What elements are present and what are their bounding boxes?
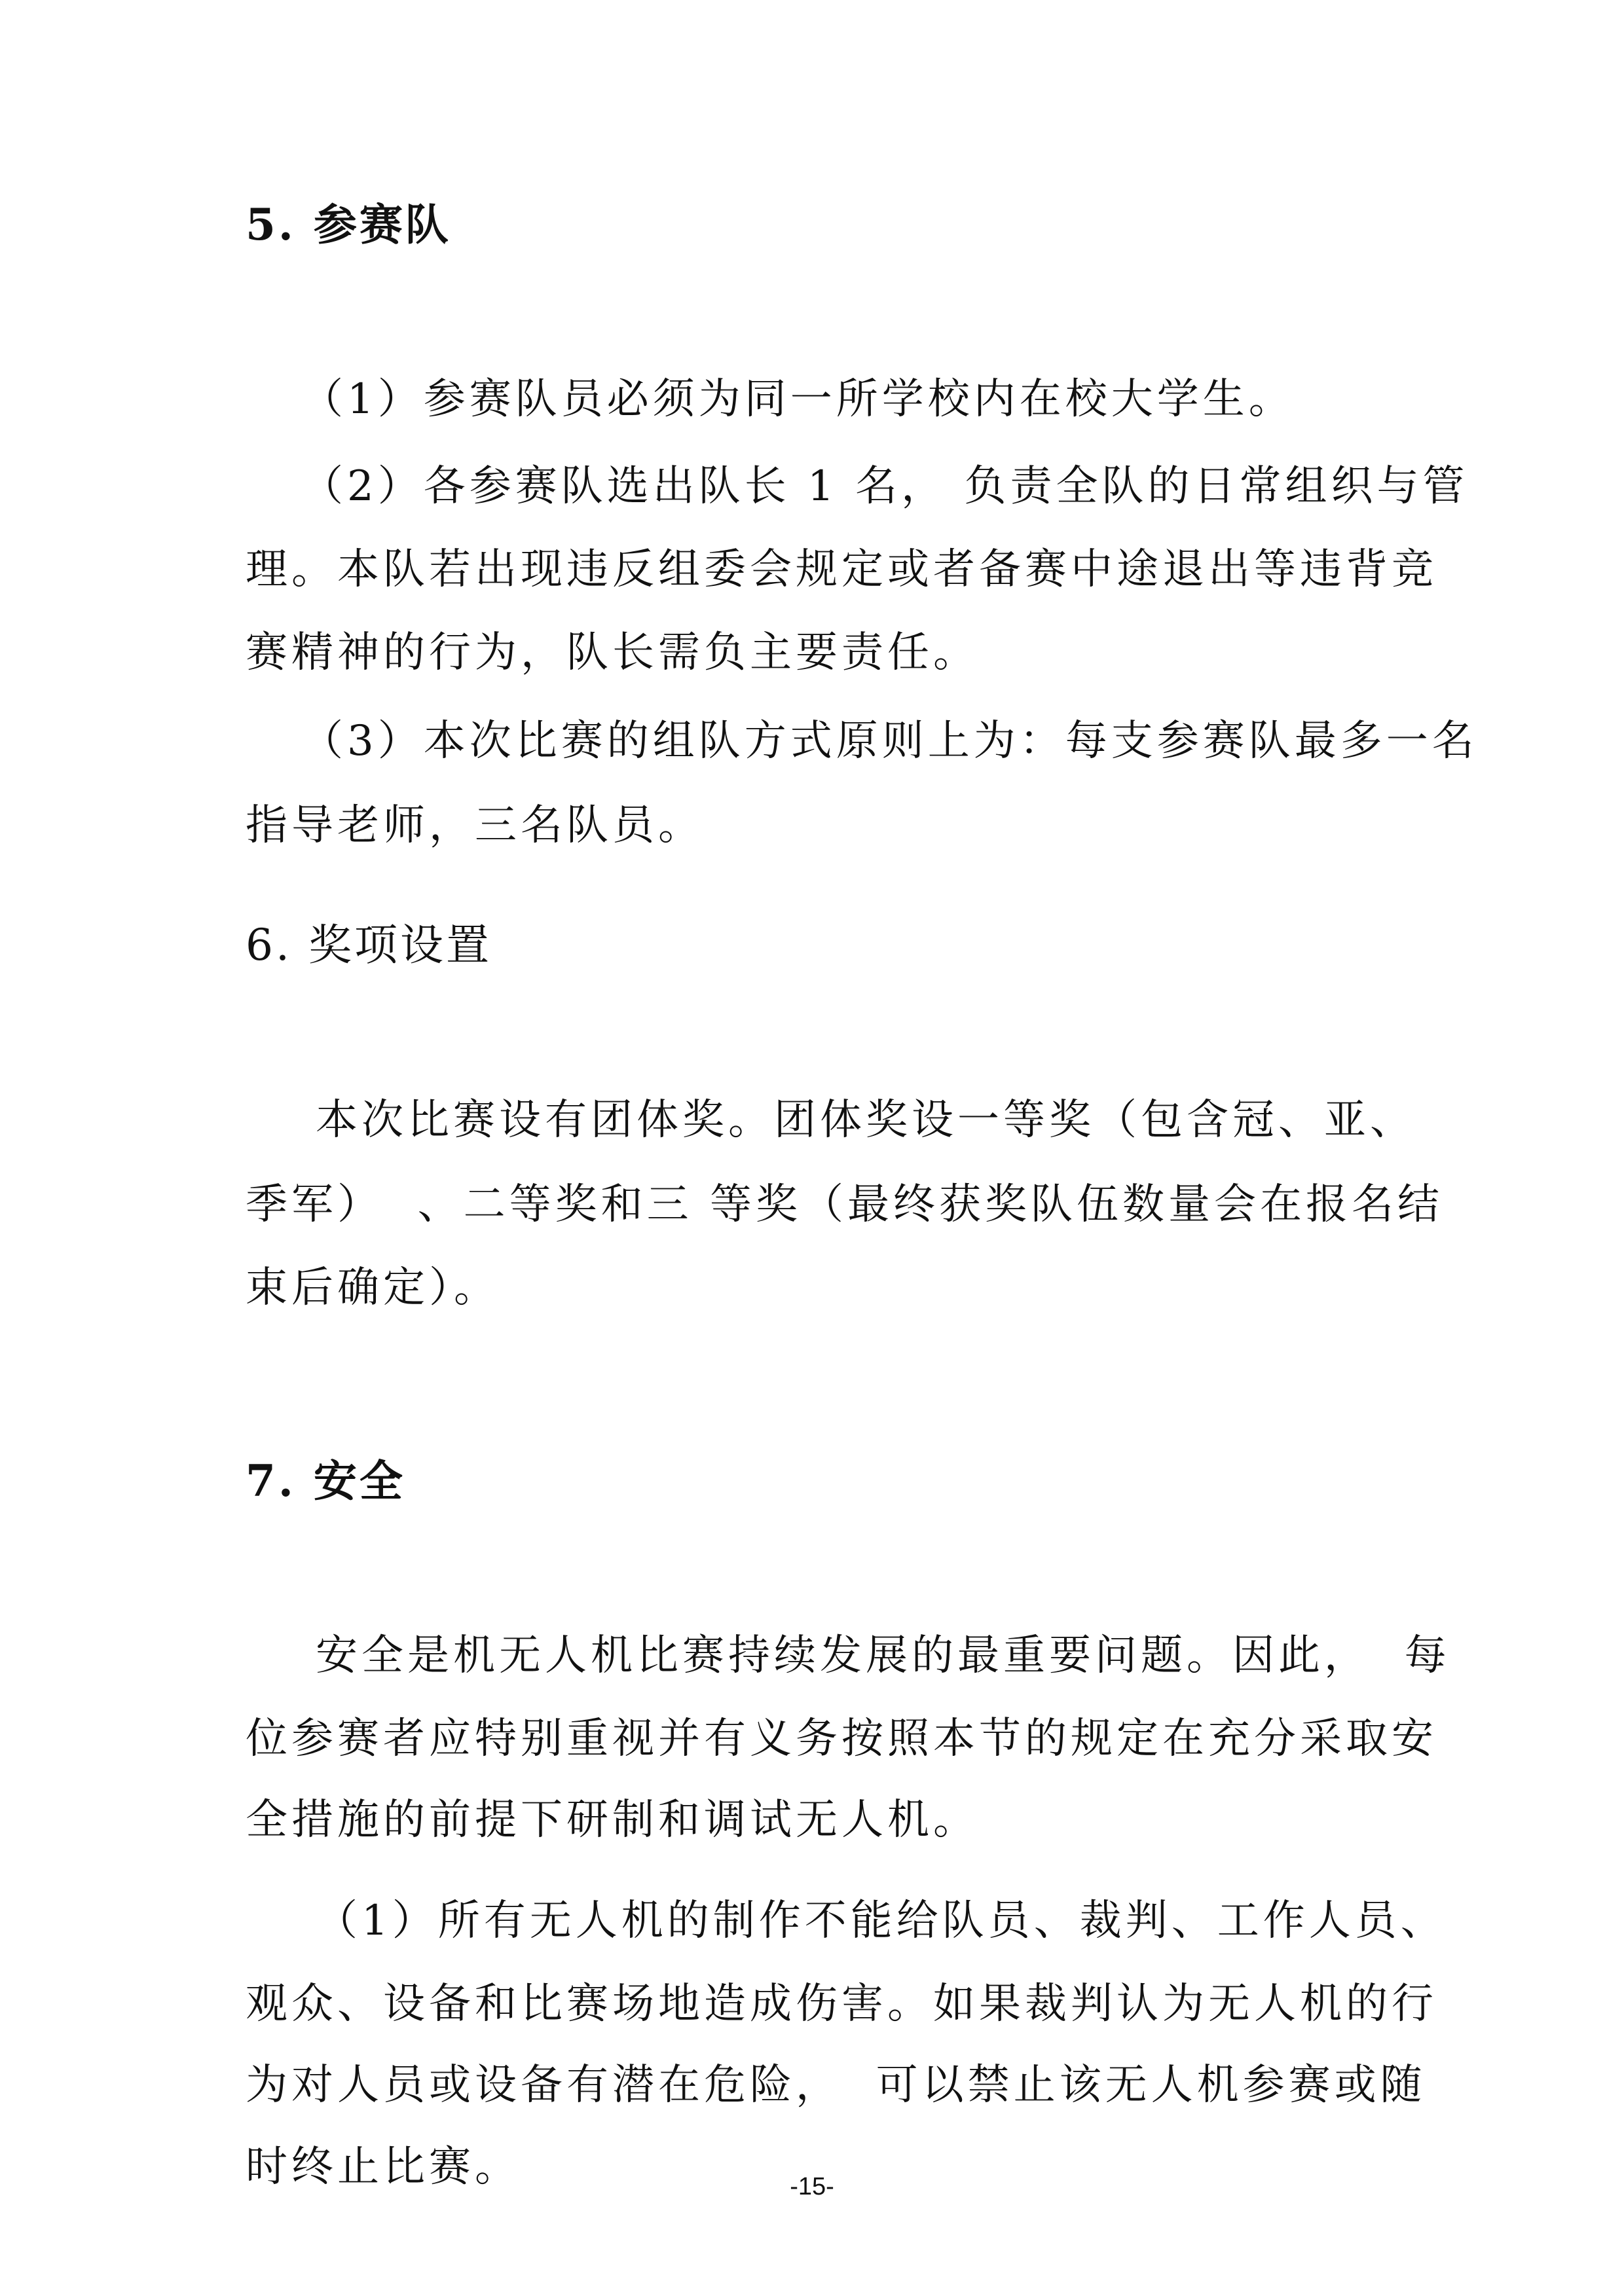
paragraph-line: 安全是机无人机比赛持续发展的最重要问题。因此， 每 <box>316 1631 1450 1680</box>
section-heading-awards: 6. 奖项设置 <box>246 920 492 970</box>
section-heading-team: 5. 参赛队 <box>246 199 451 250</box>
paragraph-line: 季军） 、二等奖和三 等奖（最终获奖队伍数量会在报名结 <box>246 1180 1444 1229</box>
paragraph-line: 时终止比赛。 <box>246 2143 521 2191</box>
paragraph-line: 为对人员或设备有潜在危险， 可以禁止该无人机参赛或随 <box>246 2061 1426 2109</box>
section-heading-safety: 7. 安全 <box>246 1455 405 1506</box>
paragraph-line: 指导老师，三名队员。 <box>246 801 704 850</box>
paragraph-line: 理。本队若出现违反组委会规定或者备赛中途退出等违背竞 <box>246 545 1437 594</box>
paragraph-line: 本次比赛设有团体奖。团体奖设一等奖（包含冠、亚、 <box>316 1096 1416 1144</box>
paragraph-line: 位参赛者应特别重视并有义务按照本节的规定在充分采取安 <box>246 1715 1437 1763</box>
paragraph-line: 束后确定）。 <box>246 1264 500 1312</box>
page-number: -15- <box>790 2173 834 2200</box>
paragraph-line: 观众、设备和比赛场地造成伤害。如果裁判认为无人机的行 <box>246 1980 1437 2028</box>
paragraph-line: 全措施的前提下研制和调试无人机。 <box>246 1796 979 1844</box>
paragraph-line: （1）参赛队员必须为同一所学校内在校大学生。 <box>301 375 1295 424</box>
paragraph-line: 赛精神的行为，队长需负主要责任。 <box>246 629 979 677</box>
paragraph-line: （1）所有无人机的制作不能给队员、裁判、工作人员、 <box>316 1897 1447 1945</box>
paragraph-line: （3）本次比赛的组队方式原则上为：每支参赛队最多一名 <box>301 717 1478 765</box>
paragraph-line: （2）各参赛队选出队长 1 名， 负责全队的日常组织与管 <box>301 462 1469 511</box>
